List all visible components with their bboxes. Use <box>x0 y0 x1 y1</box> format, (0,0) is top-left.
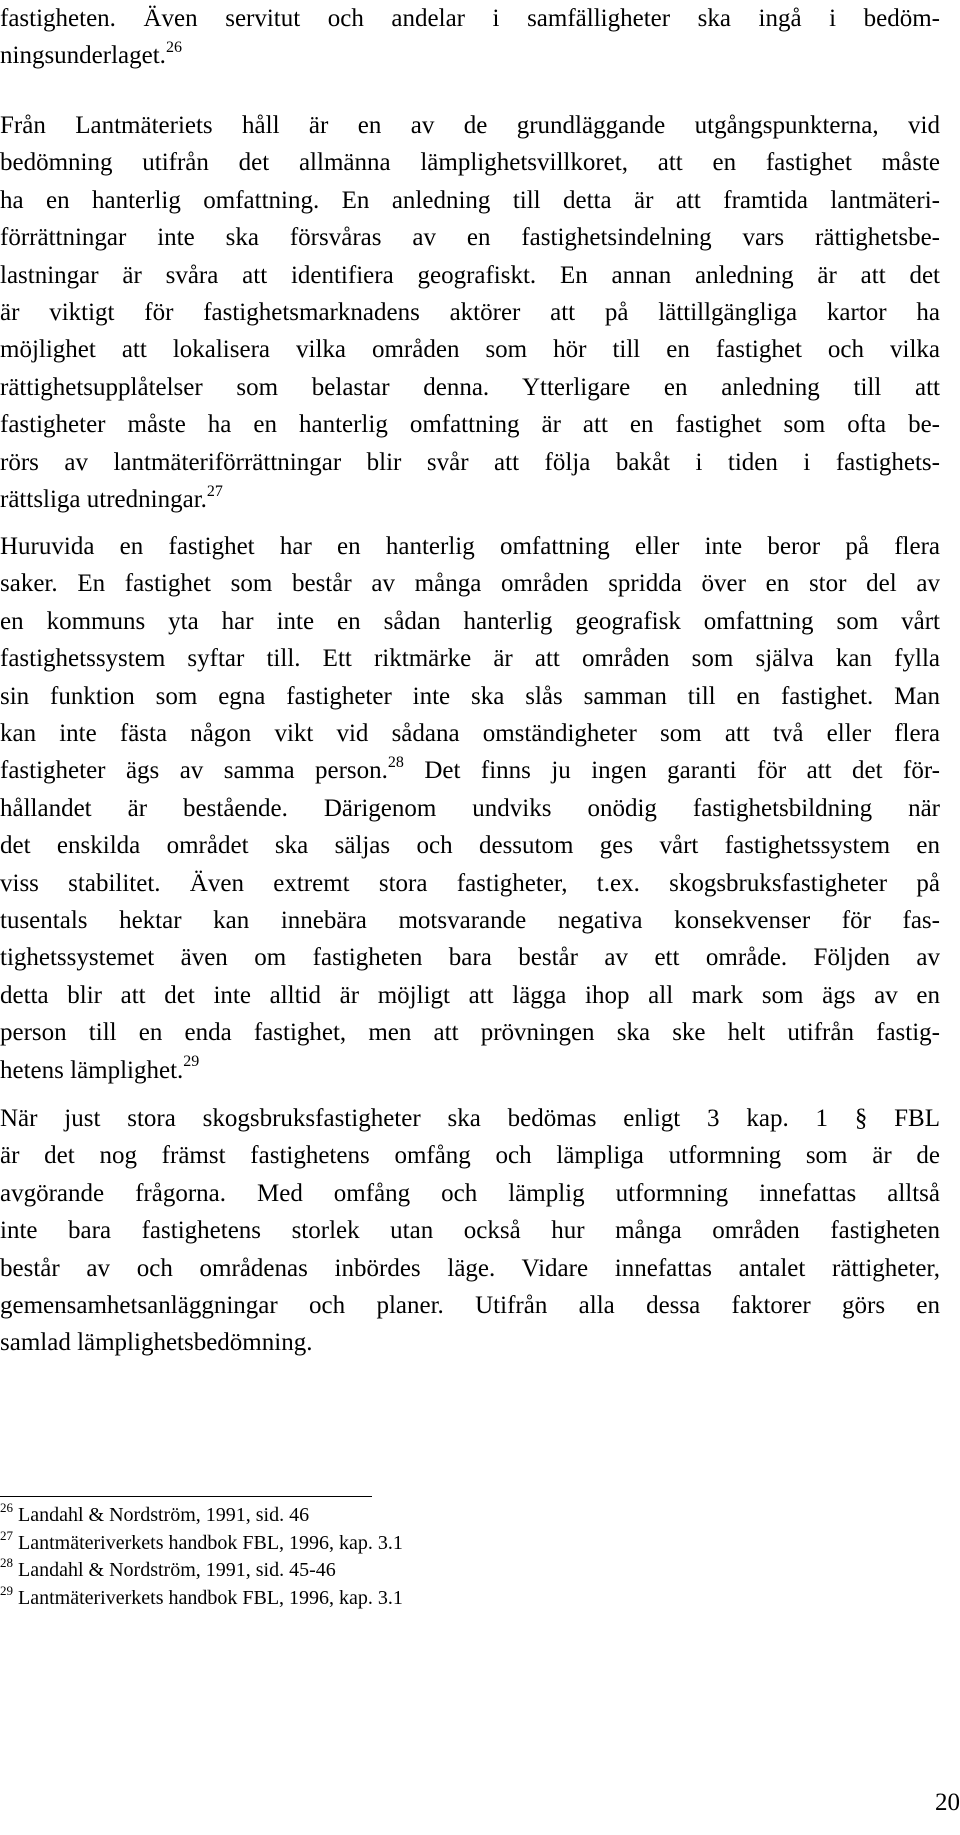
text-line: kan inte fästa någon vikt vid sådana omständigheter som att två eller flera <box>0 720 940 748</box>
text-line: samlad lämplighetsbedömning. <box>0 1329 313 1357</box>
footnote-reference: 29 <box>183 1053 200 1071</box>
footnote-text: Lantmäteriverkets handbok FBL, 1996, kap. 3.1 <box>13 1531 403 1554</box>
footnote-text: Landahl & Nordström, 1991, sid. 45-46 <box>13 1559 336 1581</box>
text-line-content: rättsliga utredningar. <box>0 486 207 514</box>
body-paragraph <box>0 528 940 1089</box>
text-line: fastighetssystem syftar till. Ett riktmärke är att områden som själva kan fylla <box>0 645 940 673</box>
text-line: det enskilda området ska säljas och dessutom ges vårt fastighetssystem en <box>0 832 940 860</box>
footnotes <box>0 1502 403 1612</box>
text-line: ha en hanterlig omfattning. En anledning till detta är att framtida lantmäteri- <box>0 186 940 214</box>
text-line <box>0 1052 940 1089</box>
text-line: När just stora skogsbruksfastigheter ska bedömas enligt 3 kap. 1 § FBL <box>0 1105 940 1132</box>
text-line <box>0 37 940 74</box>
text-line: lastningar är svåra att identifiera geografiskt. En annan anledning är att det <box>0 261 940 289</box>
text-line: består av och områdenas inbördes läge. Vidare innefattas antalet rättigheter, <box>0 1254 940 1282</box>
footnote-text: Lantmäteriverkets handbok FBL, 1996, kap. 3.1 <box>13 1586 403 1609</box>
text-line: fastigheter måste ha en hanterlig omfattning är att en fastighet som ofta be- <box>0 411 940 439</box>
footnote <box>0 1502 403 1530</box>
footnote-number: 27 <box>0 1527 13 1543</box>
text-line-continuation: Det finns ju ingen garanti för att det för- <box>403 757 941 785</box>
footnote <box>0 1557 403 1585</box>
text-line: bedömning utifrån det allmänna lämplighetsvillkoret, att en fastighet måste <box>0 149 940 177</box>
text-line: är viktigt för fastighetsmarknadens aktörer att på lättillgängliga kartor ha <box>0 299 940 327</box>
footnote-reference: 28 <box>387 754 404 772</box>
text-line-content: hetens lämplighet. <box>0 1056 184 1084</box>
text-line <box>0 481 940 518</box>
footnote <box>0 1527 403 1558</box>
body-paragraph <box>0 0 940 75</box>
text-line: en kommuns yta har inte en sådan hanterlig geografisk omfattning som vårt <box>0 607 940 635</box>
footnote-reference: 27 <box>206 482 223 500</box>
text-line: rättighetsupplåtelser som belastar denna. Ytterligare en anledning till att <box>0 373 940 401</box>
text-line: inte bara fastighetens storlek utan också hur många områden fastigheten <box>0 1217 940 1245</box>
footnote-number: 29 <box>0 1582 13 1598</box>
text-line: fastigheten. Även servitut och andelar i samfälligheter ska ingå i bedöm- <box>0 5 940 32</box>
footnote-text: Landahl & Nordström, 1991, sid. 46 <box>13 1504 310 1526</box>
text-line: möjlighet att lokalisera vilka områden som hör till en fastighet och vilka <box>0 336 940 364</box>
text-line: hållandet är bestående. Därigenom undviks onödig fastighetsbildning när <box>0 794 940 822</box>
page-number: 20 <box>935 1789 960 1816</box>
text-line: är det nog främst fastighetens omfång och lämpliga utformning som är de <box>0 1142 940 1170</box>
footnote <box>0 1582 403 1613</box>
text-line: tusentals hektar kan innebära motsvarande negativa konsekvenser för fas- <box>0 907 940 935</box>
text-line: viss stabilitet. Även extremt stora fastigheter, t.ex. skogsbruksfastigheter på <box>0 869 940 897</box>
body-paragraph <box>0 1100 940 1362</box>
text-line: person till en enda fastighet, men att prövningen ska ske helt utifrån fastig- <box>0 1019 940 1047</box>
text-line: avgörande frågorna. Med omfång och lämplig utformning innefattas alltså <box>0 1179 940 1207</box>
text-line-content: ningsunderlaget. <box>0 42 166 70</box>
text-line: detta blir att det inte alltid är möjligt att lägga ihop all mark som ägs av en <box>0 981 940 1009</box>
footnote-separator <box>0 1496 372 1497</box>
text-line: rörs av lantmäteriförrättningar blir svår att följa bakåt i tiden i fastighets- <box>0 448 940 476</box>
text-line: saker. En fastighet som består av många områden spridda över en stor del av <box>0 570 940 598</box>
text-line: förrättningar inte ska försvåras av en fastighetsindelning vars rättighetsbe- <box>0 224 940 252</box>
footnote-number: 28 <box>0 1555 13 1571</box>
text-line: tighetssystemet även om fastigheten bara består av ett område. Följden av <box>0 944 940 972</box>
text-line <box>0 752 940 789</box>
body-paragraph <box>0 107 940 518</box>
footnote-reference: 26 <box>165 39 182 57</box>
text-line: sin funktion som egna fastigheter inte ska slås samman till en fastighet. Man <box>0 682 940 710</box>
text-line-content: fastigheter ägs av samma person. <box>0 757 388 785</box>
text-line: Från Lantmäteriets håll är en av de grundläggande utgångspunkterna, vid <box>0 112 940 139</box>
text-line: gemensamhetsanläggningar och planer. Utifrån alla dessa faktorer görs en <box>0 1292 940 1320</box>
text-line: Huruvida en fastighet har en hanterlig omfattning eller inte beror på flera <box>0 533 940 560</box>
footnote-number: 26 <box>0 1500 13 1516</box>
